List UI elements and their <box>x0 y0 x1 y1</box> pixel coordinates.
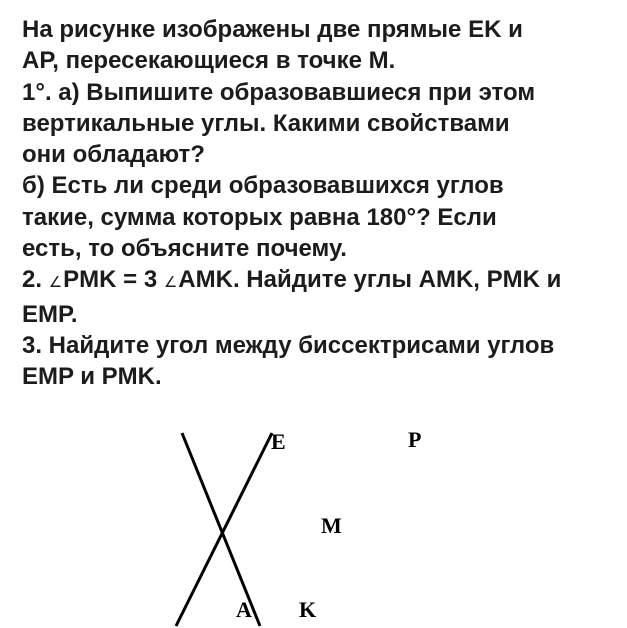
task-2-line-2: EMP. <box>22 300 78 328</box>
task-1a-line-1: 1°. а) Выпишите образовавшиеся при этом <box>22 78 536 106</box>
point-label-p: P <box>408 427 422 452</box>
text-line-1: На рисунке изображены две прямые EK и <box>22 16 523 43</box>
task-2-part-a: PMK = 3 <box>63 266 158 294</box>
task-1a-line-2: вертикальные углы. Какими свойствами <box>22 109 510 137</box>
task-1b-line-2: такие, сумма которых равна 180°? Если <box>22 203 497 231</box>
text-line-2: AP, пересекающиеся в точке M. <box>22 47 396 75</box>
task-2-number: 2. <box>22 266 43 294</box>
point-label-m: M <box>321 513 342 538</box>
angle-icon: ∠ <box>163 274 178 292</box>
task-2-part-b: AMK. Найдите углы AMK, PMK и <box>178 266 562 294</box>
point-label-k: K <box>299 597 317 622</box>
task-3-line-1: 3. Найдите угол между биссектрисами углов <box>22 331 555 359</box>
task-1b-line-3: есть, то объясните почему. <box>22 235 347 263</box>
task-3-line-2: EMP и PMK. <box>22 363 162 391</box>
point-label-a: A <box>236 597 252 622</box>
point-label-e: E <box>271 429 286 454</box>
task-1a-line-3: они обладают? <box>22 141 205 169</box>
task-1b-line-1: б) Есть ли среди образовавшихся углов <box>22 172 504 200</box>
angle-icon: ∠ <box>48 274 63 292</box>
line-ap <box>176 433 272 626</box>
